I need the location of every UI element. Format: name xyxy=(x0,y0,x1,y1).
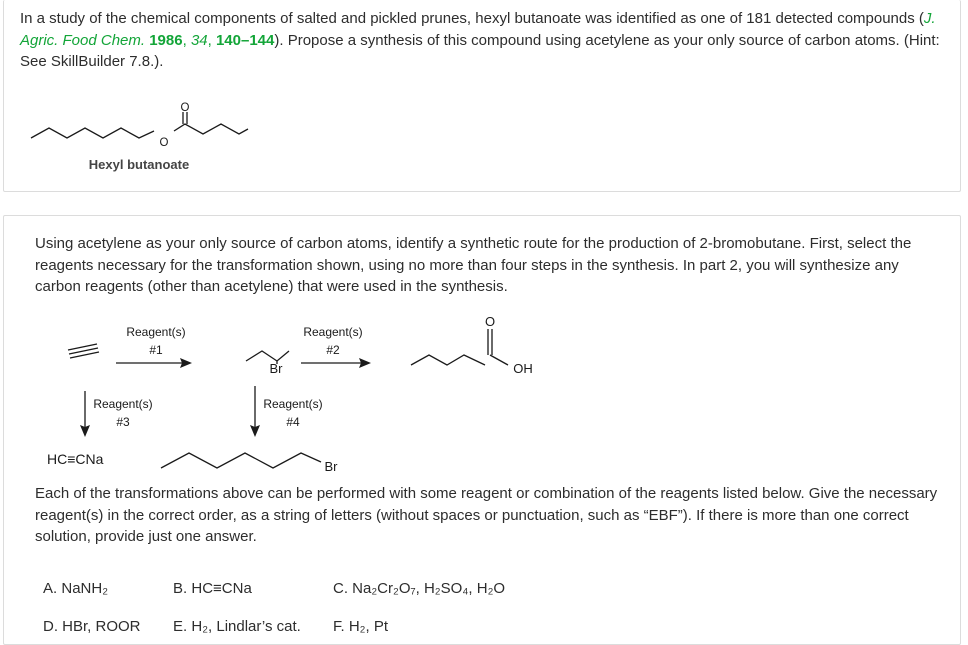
reagent-option-a xyxy=(43,579,108,599)
question-text-start: In a study of the chemical components of salted and pickled prunes, hexyl butanoate was identified as one of 181 detected compounds ( xyxy=(20,10,924,27)
reagent-2-label: Reagent(s) xyxy=(303,325,363,339)
reagent-3-label: Reagent(s) xyxy=(93,397,153,411)
citation-journal: J. Agric. Food Chem. xyxy=(20,10,936,49)
question-card-1 xyxy=(3,0,961,192)
citation-year: 1986 xyxy=(149,31,183,49)
bromobutane-chain xyxy=(246,351,289,361)
question-card-2 xyxy=(3,215,961,645)
citation-link[interactable]: J. Agric. Food Chem. 1986, 34, 140–144 xyxy=(20,10,936,49)
reagent-c-text: Na₂Cr₂O₇, H₂SO₄, H₂O xyxy=(352,580,506,597)
reagent-b-letter: B. xyxy=(173,580,188,597)
reagent-option-b xyxy=(173,579,252,599)
acid-o-label: O xyxy=(484,314,496,329)
reagent-f-text: H₂, Pt xyxy=(348,618,389,635)
reagent-b-text: HC≡CNa xyxy=(191,580,252,597)
reagent-d-text: HBr, ROOR xyxy=(62,618,141,635)
reagent-3-number: #3 xyxy=(116,415,130,429)
reaction-scheme xyxy=(4,216,962,476)
acid-c-oh xyxy=(490,355,508,365)
reagent-option-d xyxy=(43,617,141,637)
hexyl-chain xyxy=(31,128,154,138)
reagent-d-letter: D. xyxy=(43,618,58,635)
acid-oh-label: OH xyxy=(513,361,533,376)
question-text-end: ). Propose a synthesis of this compound using acetylene as your only source of carbon atoms. (Hint: See SkillBuilder 7.8.). xyxy=(20,31,940,70)
reagent-1-label: Reagent(s) xyxy=(126,325,186,339)
butanoic-acid-chain xyxy=(411,355,485,365)
ester-oxygen-label: O xyxy=(159,137,169,149)
acetylide-label: HC≡CNa xyxy=(47,451,104,467)
citation-volume: 34 xyxy=(190,31,208,49)
citation-pages: 140–144 xyxy=(215,31,275,49)
reagent-4-label: Reagent(s) xyxy=(263,397,323,411)
reagent-e-text: H₂, Lindlar’s cat. xyxy=(191,618,301,635)
bromohexane-br-label: Br xyxy=(324,459,338,474)
reagent-1-number: #1 xyxy=(149,343,163,357)
reagent-4-number: #4 xyxy=(286,415,300,429)
instructions-text: Each of the transformations above can be performed with some reagent or combination of the reagents listed below. Give the necessary reagent(s) in the correct order, as a string of letters (without spaces or punctuation, such as “EBF”). If there is more than one correct solution, provide just one answer. xyxy=(35,485,938,545)
hexyl-butanoate-structure xyxy=(4,0,962,192)
reagent-e-letter: E. xyxy=(173,618,188,635)
carbonyl-oxygen-label: O xyxy=(180,102,190,114)
reagent-option-e xyxy=(173,617,301,637)
reagent-option-f xyxy=(333,617,388,637)
reagent-a-letter: A. xyxy=(43,580,58,597)
bromobutane-br-label: Br xyxy=(269,361,283,376)
reagent-a-text: NaNH₂ xyxy=(61,580,109,597)
bromohexane-chain xyxy=(161,453,321,468)
reagent-f-letter: F. xyxy=(333,618,345,635)
butanoyl-chain xyxy=(174,124,248,134)
reagent-option-c xyxy=(333,579,505,599)
compound-label: Hexyl butanoate xyxy=(88,157,190,172)
reagent-c-letter: C. xyxy=(333,580,348,597)
reagent-2-number: #2 xyxy=(326,343,340,357)
question-2-prompt: Using acetylene as your only source of carbon atoms, identify a synthetic route for the production of 2-bromobutane. First, select the reagents necessary for the transformation shown, using no more than four steps in the synthesis. In part 2, you will synthesize any carbon reagents (other than acetylene) that were used in the synthesis. xyxy=(35,235,912,295)
